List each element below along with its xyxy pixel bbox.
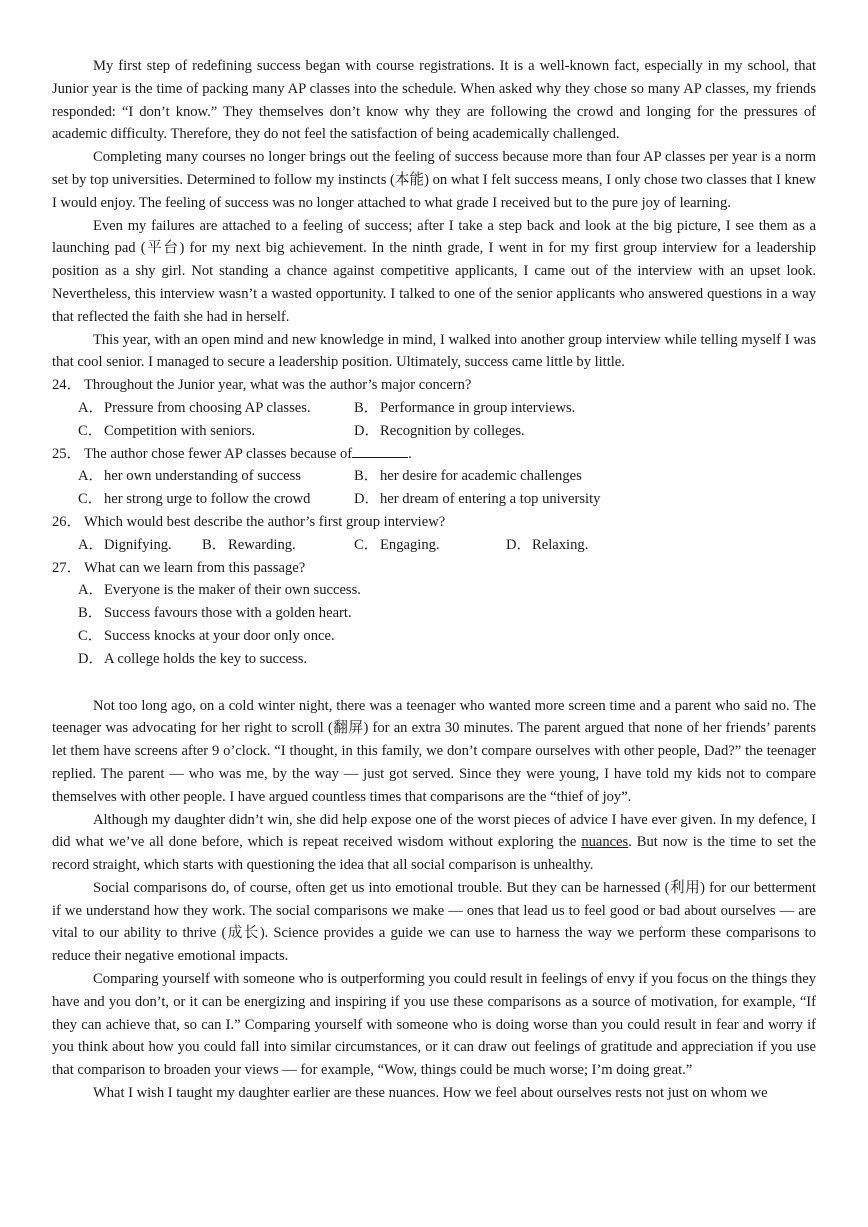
passage-paragraph: Completing many courses no longer brings out the feeling of success because more than four AP classes per year is a norm set by top universities. Determined to follow my instincts (本能) on what I felt success means, I only chose two classes that I knew I would enjoy. The feeling of success was no longer attached to what grade I received but to the pure joy of learning.	[52, 149, 816, 211]
passage-paragraph: Not too long ago, on a cold winter night, there was a teenager who wanted more screen time and a parent who said no. The teenager was advocating for her right to scroll (翻屏) for an extra 30 minutes. The parent argued that none of her friends’ parents let them have screens after 9 o’clock. “I thought, in this family, we don’t compare ourselves with other people, Dad?” the teenager replied. The parent — who was me, by the way — just got served. Since they were young, I have told my kids not to compare themselves with other people. I have argued countless times that comparisons are the “thief of joy”.	[52, 697, 816, 805]
passage-paragraph: This year, with an open mind and new knowledge in mind, I walked into another group interview while telling myself I was that cool senior. I managed to secure a leadership position. Ultimately, success came little by little.	[52, 331, 816, 371]
question-stem: What can we learn from this passage?	[84, 559, 306, 576]
option-d[interactable]	[354, 420, 525, 443]
passage-two	[52, 695, 816, 1105]
option-text: A college holds the key to success.	[104, 650, 308, 667]
option-label: B．	[78, 605, 103, 622]
passage-paragraph: What I wish I taught my daughter earlier are these nuances. How we feel about ourselves rests not just on whom we	[93, 1085, 768, 1102]
option-row	[52, 488, 816, 511]
option-label: A．	[78, 536, 104, 553]
option-label: B．	[354, 468, 379, 485]
option-row	[52, 602, 816, 625]
option-text: her own understanding of success	[104, 468, 301, 485]
passage-paragraph: Even my failures are attached to a feeling of success; after I take a step back and look at the big picture, I see them as a launching pad (平台) for my next big achievement. In the ninth grade, I went in for my first group interview for a leadership position as a shy girl. Not standing a chance against competitive applicants, I came out of the interview with an upset look. Nevertheless, this interview wasn’t a wasted opportunity. I talked to one of the senior applicants who answered questions in a way that reflected the faith she had in herself.	[52, 217, 816, 325]
option-text: Dignifying.	[104, 536, 172, 553]
option-label: C．	[78, 422, 103, 439]
option-row	[52, 534, 816, 557]
question-list	[52, 374, 816, 670]
option-a[interactable]	[78, 465, 354, 488]
option-row	[52, 648, 816, 671]
question-number: 26．	[52, 513, 82, 530]
option-text: Everyone is the maker of their own success.	[104, 582, 361, 599]
passage-one	[52, 55, 816, 374]
option-label: D．	[354, 491, 380, 508]
option-row	[52, 625, 816, 648]
answer-blank	[352, 443, 408, 458]
option-text: Competition with seniors.	[104, 422, 256, 439]
option-label: A．	[78, 468, 104, 485]
question-number: 27．	[52, 559, 82, 576]
question-stem: The author chose fewer AP classes because of	[84, 445, 353, 462]
question-24	[52, 374, 816, 397]
option-label: C．	[78, 491, 103, 508]
option-row	[52, 397, 816, 420]
option-label: B．	[354, 399, 379, 416]
option-c[interactable]	[78, 420, 354, 443]
question-number: 24．	[52, 377, 82, 394]
paragraph-text: Although my daughter didn’t win, she did help expose one of the worst pieces of advice I have ever given. In my defence, I did what we’ve all done before, which is repeat received wisdom without exploring the	[52, 811, 816, 851]
option-c[interactable]	[78, 488, 354, 511]
passage-paragraph: Comparing yourself with someone who is outperforming you could result in feelings of envy if you focus on the things they have and you don’t, or it can be energizing and inspiring if you use these comparisons as a source of motivation, for example, “If they can achieve that, so can I.” Comparing yourself with someone who is doing worse than you could result in fear and worry if you think about how you could fall into similar circumstances, or it can draw out feelings of gratitude and appreciation if you use that comparison to broaden your views — for example, “Wow, things could be much worse; I’m doing great.”	[52, 971, 816, 1079]
option-text: Engaging.	[380, 536, 440, 553]
question-26	[52, 511, 816, 534]
option-label: A．	[78, 399, 104, 416]
option-label: B．	[202, 536, 227, 553]
option-label: C．	[78, 627, 103, 644]
underlined-word: nuances	[581, 834, 629, 851]
option-text: her strong urge to follow the crowd	[104, 491, 311, 508]
option-label: D．	[506, 536, 532, 553]
option-d[interactable]	[354, 488, 600, 511]
question-stem-end: .	[408, 445, 412, 462]
option-text: Pressure from choosing AP classes.	[104, 399, 311, 416]
option-b[interactable]	[202, 534, 354, 557]
option-row	[52, 420, 816, 443]
option-text: Recognition by colleges.	[380, 422, 525, 439]
option-b[interactable]	[354, 465, 582, 488]
option-c[interactable]	[354, 534, 506, 557]
question-number: 25．	[52, 445, 82, 462]
option-label: A．	[78, 582, 104, 599]
option-d[interactable]	[78, 648, 307, 671]
question-25	[52, 443, 816, 466]
option-label: D．	[354, 422, 380, 439]
option-label: C．	[354, 536, 379, 553]
option-row	[52, 579, 816, 602]
passage-paragraph	[52, 809, 816, 877]
option-text: Success knocks at your door only once.	[104, 627, 335, 644]
option-a[interactable]	[78, 534, 202, 557]
paragraph-text: . But now is the time to set the record straight, which starts with questioning the idea that all social comparison is unhealthy.	[52, 834, 816, 874]
question-stem: Throughout the Junior year, what was the author’s major concern?	[84, 377, 472, 394]
option-label: D．	[78, 650, 104, 667]
option-text: Relaxing.	[532, 536, 589, 553]
section-gap	[52, 671, 816, 695]
option-a[interactable]	[78, 397, 354, 420]
question-27	[52, 557, 816, 580]
option-text: her desire for academic challenges	[380, 468, 582, 485]
passage-paragraph: My first step of redefining success began with course registrations. It is a well-known fact, especially in my school, that Junior year is the time of packing many AP classes into the schedule. When asked why they chose so many AP classes, my friends responded: “I don’t know.” They themselves don’t know why they are following the crowd and longing for the pressures of academic difficulty. Therefore, they do not feel the satisfaction of being academically challenged.	[52, 58, 816, 143]
option-row	[52, 465, 816, 488]
option-text: Success favours those with a golden heart.	[104, 605, 352, 622]
question-stem: Which would best describe the author’s first group interview?	[84, 513, 446, 530]
option-a[interactable]	[78, 579, 361, 602]
option-text: Rewarding.	[228, 536, 296, 553]
option-text: Performance in group interviews.	[380, 399, 576, 416]
option-b[interactable]	[78, 602, 352, 625]
option-text: her dream of entering a top university	[380, 491, 601, 508]
passage-paragraph: Social comparisons do, of course, often get us into emotional trouble. But they can be harnessed (利用) for our betterment if we understand how they work. The social comparisons we make — ones that lead us to feel good or bad about ourselves — are vital to our ability to thrive (成长). Science provides a guide we can use to harness the way we perform these comparisons to reduce their negative emotional impacts.	[52, 879, 816, 965]
option-b[interactable]	[354, 397, 575, 420]
option-d[interactable]	[506, 534, 588, 557]
exam-page	[52, 55, 816, 1105]
option-c[interactable]	[78, 625, 335, 648]
